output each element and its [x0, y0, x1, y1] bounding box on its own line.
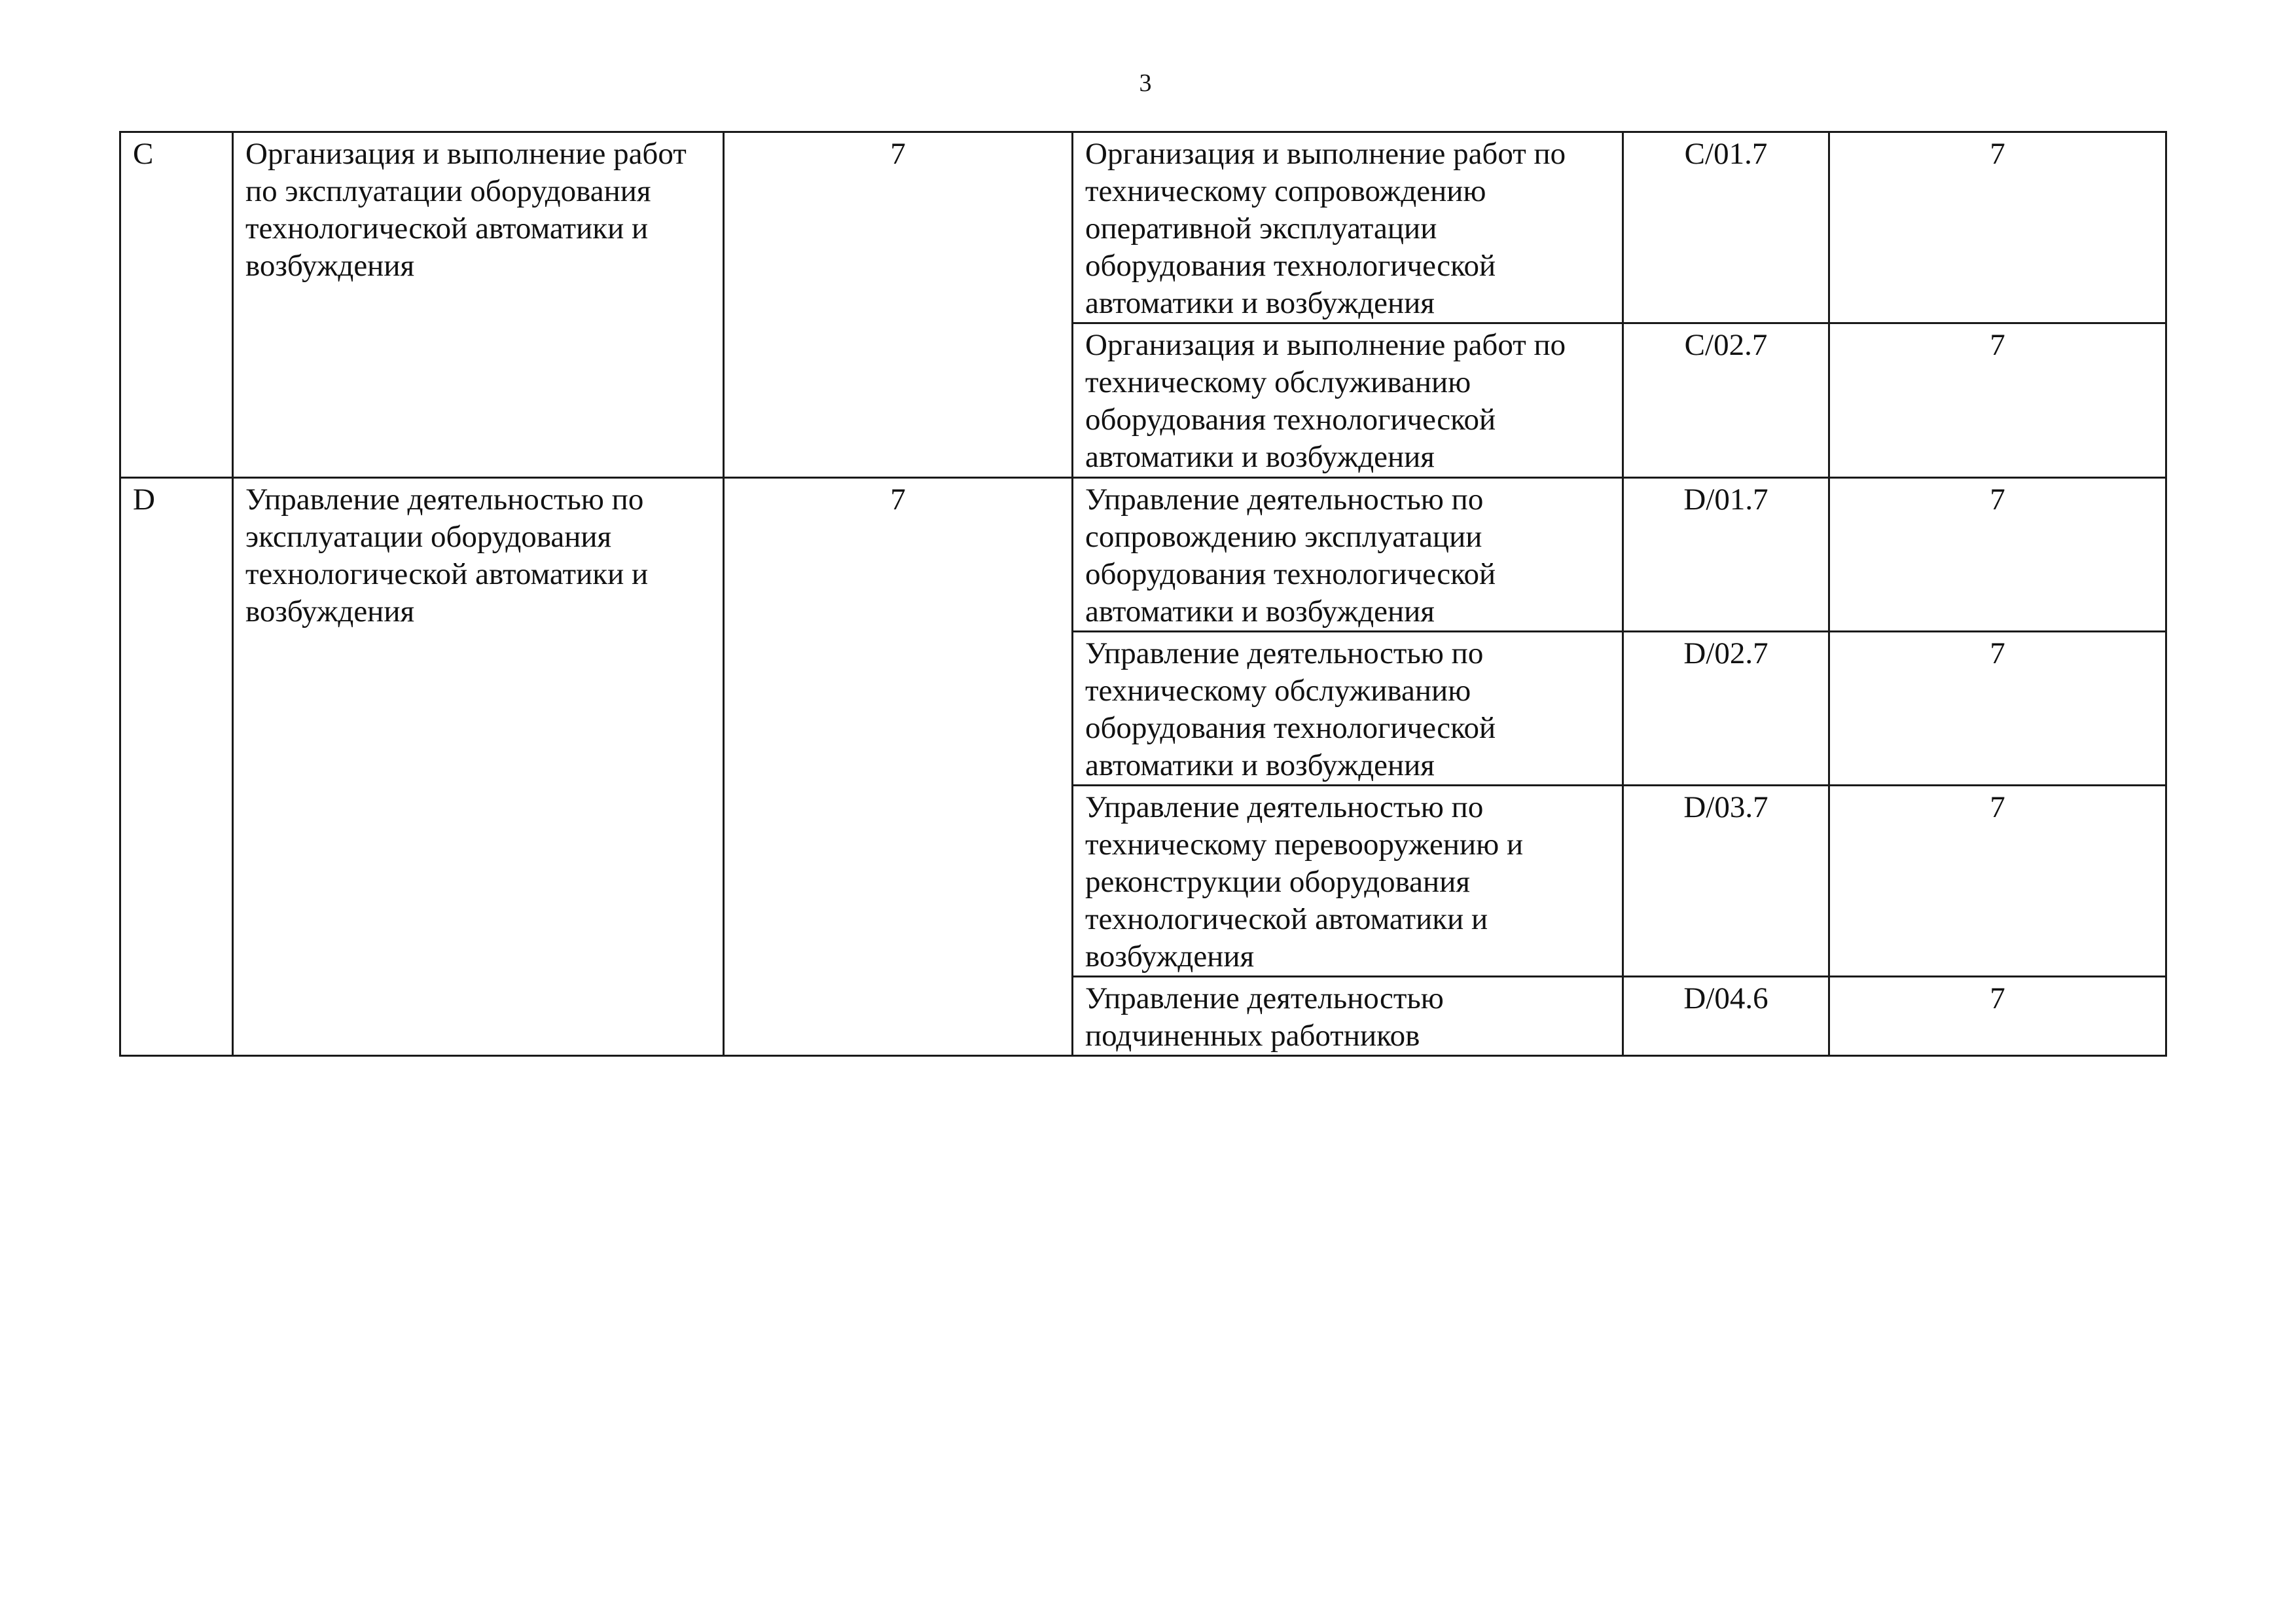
labor-function-level: 7	[1829, 786, 2166, 977]
labor-function-code: D/01.7	[1623, 478, 1829, 632]
general-function-name: Управление деятельностью по эксплуатации оборудования технологической автоматики и возбуждения	[233, 478, 724, 1056]
general-function-level: 7	[724, 478, 1073, 1056]
labor-function-code: C/01.7	[1623, 132, 1829, 323]
functions-table	[119, 131, 2167, 1057]
labor-function-name: Управление деятельностью по техническому перевооружению и реконструкции оборудования технологической автоматики и возбуждения	[1073, 786, 1623, 977]
table-row	[120, 478, 2166, 632]
general-function-level: 7	[724, 132, 1073, 478]
labor-function-name: Организация и выполнение работ по техническому сопровождению оперативной эксплуатации оборудования технологической автоматики и возбуждения	[1073, 132, 1623, 323]
labor-function-code: D/04.6	[1623, 977, 1829, 1056]
labor-function-level: 7	[1829, 478, 2166, 632]
labor-function-name: Организация и выполнение работ по техническому обслуживанию оборудования технологической автоматики и возбуждения	[1073, 323, 1623, 478]
page-number: 3	[1139, 69, 1152, 97]
labor-function-level: 7	[1829, 132, 2166, 323]
labor-function-code: D/02.7	[1623, 632, 1829, 786]
labor-function-name: Управление деятельностью по техническому обслуживанию оборудования технологической автоматики и возбуждения	[1073, 632, 1623, 786]
general-function-code: C	[120, 132, 233, 478]
labor-function-name: Управление деятельностью по сопровождению эксплуатации оборудования технологической автоматики и возбуждения	[1073, 478, 1623, 632]
labor-function-level: 7	[1829, 323, 2166, 478]
labor-function-level: 7	[1829, 977, 2166, 1056]
general-function-name: Организация и выполнение работ по эксплуатации оборудования технологической автоматики и возбуждения	[233, 132, 724, 478]
labor-function-code: C/02.7	[1623, 323, 1829, 478]
labor-function-name: Управление деятельностью подчиненных работников	[1073, 977, 1623, 1056]
labor-function-level: 7	[1829, 632, 2166, 786]
table-row	[120, 132, 2166, 323]
general-function-code: D	[120, 478, 233, 1056]
labor-function-code: D/03.7	[1623, 786, 1829, 977]
